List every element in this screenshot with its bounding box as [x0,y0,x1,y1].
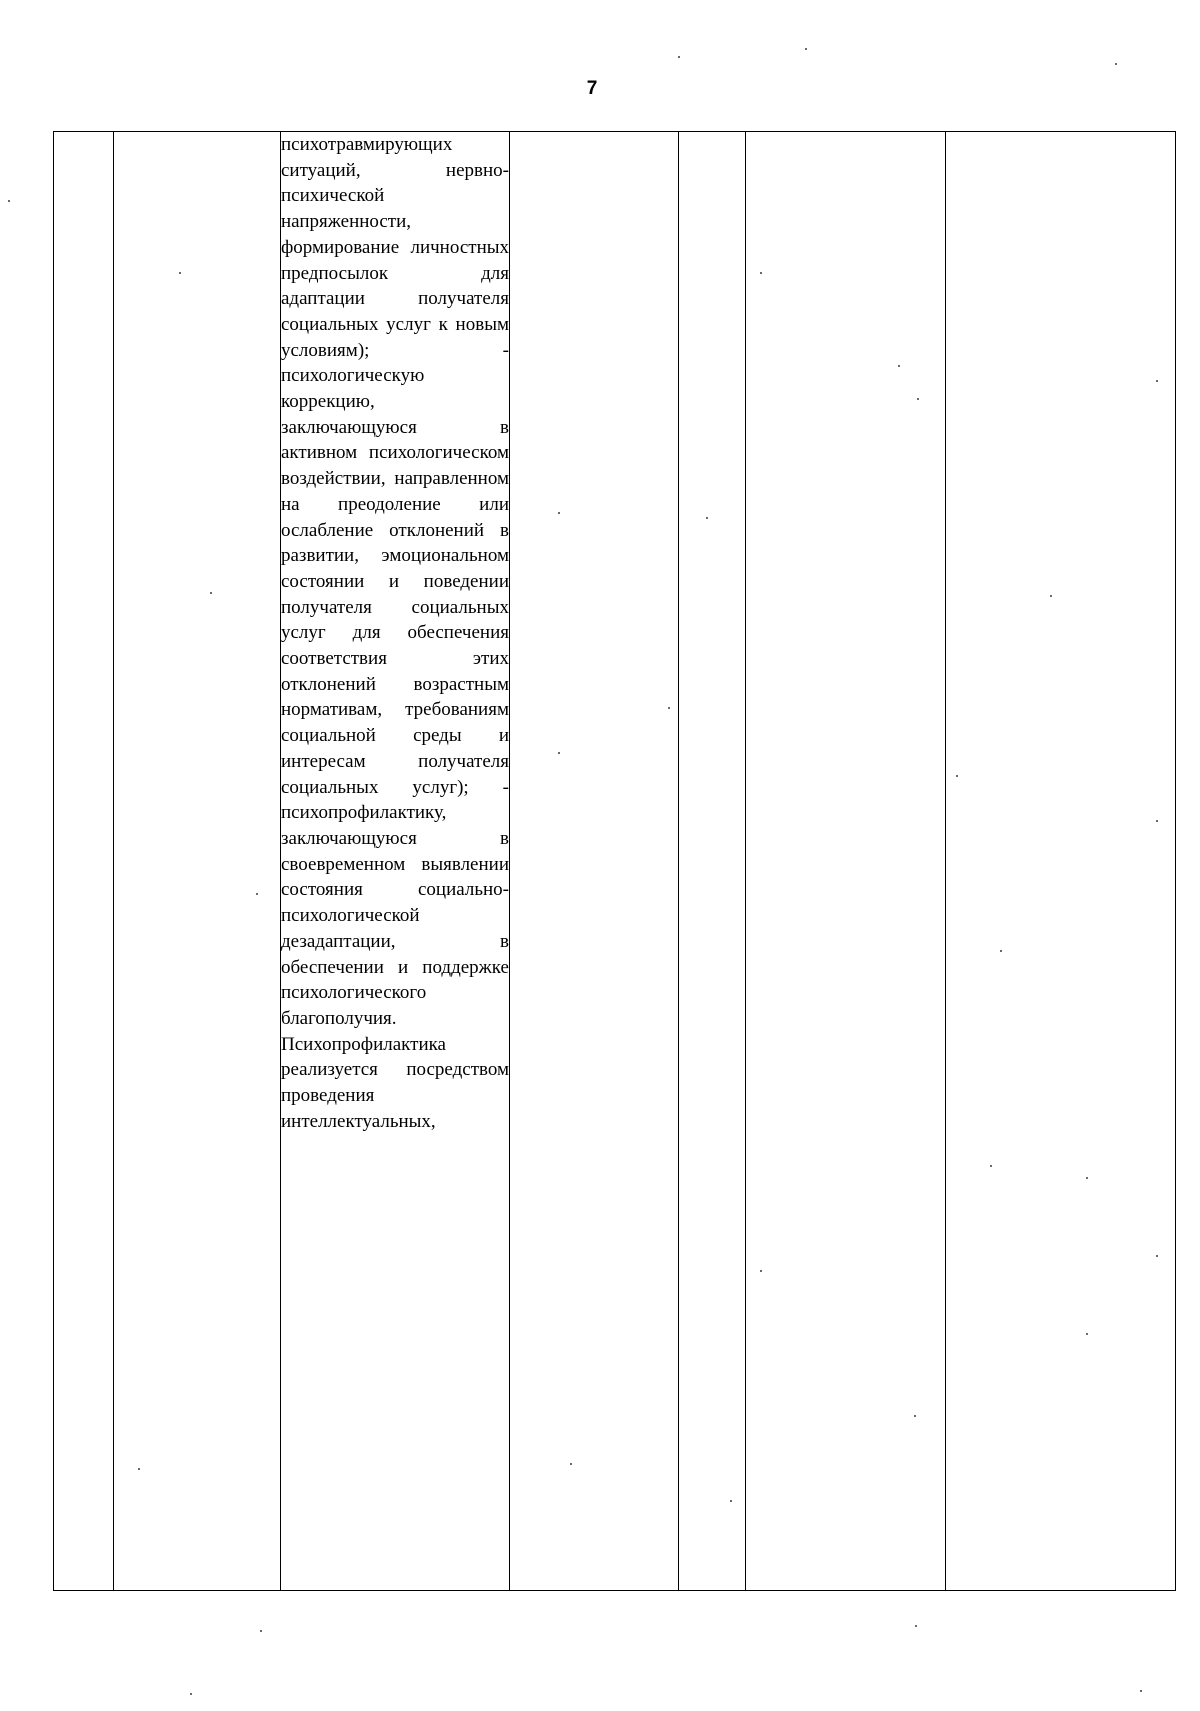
scan-speck [678,56,680,58]
scan-speck [915,1625,917,1627]
scan-speck [1086,1333,1088,1335]
service-description-text: психотравмирующих ситуаций, нервно-психической напряженности, формирование личностных предпосылок для адаптации получателя социальных услуг к новым условиям); - психологическую коррекцию, заключающуюся в активном психологическом воздействии, направленном на преодоление или ослабление отклонений в развитии, эмоциональном состоянии и поведении получателя социальных услуг для обеспечения соответствия этих отклонений возрастным нормативам, требованиям социальной среды и интересам получателя социальных услуг); - психопрофилактику, заключающуюся в своевременном выявлении состояния социально-психологической дезадаптации, в обеспечении и поддержке психологического благополучия. Психопрофилактика реализуется посредством проведения интеллектуальных, [281,134,509,1132]
scan-speck [179,272,181,274]
table-cell-col-7 [946,132,1176,1591]
table-cell-col-6 [746,132,946,1591]
scan-speck [8,200,10,202]
scan-speck [1156,380,1158,382]
scan-speck [1156,1255,1158,1257]
scan-speck [706,517,708,519]
scan-speck [1086,1177,1088,1179]
scan-speck [917,398,919,400]
scan-speck [914,1415,916,1417]
scan-speck [805,48,807,50]
scan-speck [1140,1690,1142,1692]
table-cell-col-2 [114,132,281,1591]
scan-speck [210,592,212,594]
scan-speck [990,1165,992,1167]
scan-speck [898,365,900,367]
scan-speck [190,1693,192,1695]
table-cell-col-5 [679,132,746,1591]
scan-speck [760,1270,762,1272]
scan-speck [1156,820,1158,822]
scan-speck [1115,63,1117,65]
scan-speck [956,775,958,777]
scan-speck [570,1463,572,1465]
scan-speck [256,893,258,895]
scan-speck [730,1500,732,1502]
scan-speck [138,1468,140,1470]
scan-speck [558,512,560,514]
scan-speck [760,272,762,274]
scan-speck [1050,595,1052,597]
scan-speck [1000,950,1002,952]
scan-speck [558,752,560,754]
table-cell-col-1 [54,132,114,1591]
services-table [53,131,1176,1591]
scan-speck [260,1630,262,1632]
scan-speck [668,707,670,709]
table-cell-col-3 [281,132,510,1591]
table-row [54,132,1176,1591]
table-cell-col-4 [510,132,679,1591]
page-number: 7 [586,78,598,99]
